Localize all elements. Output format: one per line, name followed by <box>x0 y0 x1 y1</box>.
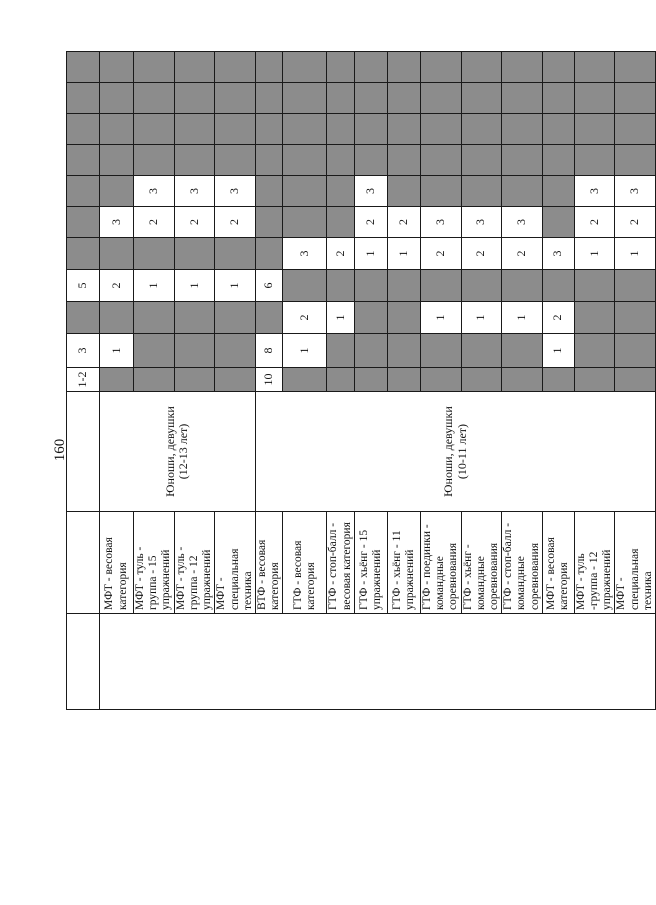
value-cell: 1 <box>327 302 354 334</box>
value-cell <box>461 114 502 145</box>
discipline-name: МФТ - специальная техника <box>615 512 656 614</box>
value-cell <box>100 238 134 270</box>
value-cell <box>255 114 282 145</box>
discipline-name: МФТ - туль -группа - 12 упражнений <box>574 512 615 614</box>
value-cell: 1 <box>174 270 215 302</box>
value-cell <box>255 176 282 207</box>
value-cell <box>255 83 282 114</box>
value-cell <box>387 83 420 114</box>
value-cell: 3 <box>615 176 656 207</box>
value-cell <box>134 52 175 83</box>
value-cell <box>387 334 420 368</box>
discipline-name: ГТФ - хьёнг - командные соревнования <box>461 512 502 614</box>
value-cell <box>255 145 282 176</box>
value-cell <box>255 207 282 238</box>
header-cell <box>67 238 100 270</box>
value-cell <box>574 52 615 83</box>
value-cell <box>420 52 461 83</box>
value-cell <box>461 176 502 207</box>
value-cell: 2 <box>174 207 215 238</box>
discipline-name: МФТ - специальная техника <box>215 512 256 614</box>
value-cell <box>283 270 327 302</box>
value-cell: 1 <box>354 238 387 270</box>
value-cell: 2 <box>134 207 175 238</box>
age-group-cell: Юноши, девушки (10-11 лет) <box>255 392 655 512</box>
value-cell <box>461 83 502 114</box>
value-cell <box>502 52 543 83</box>
value-cell <box>615 334 656 368</box>
value-cell <box>327 52 354 83</box>
value-cell <box>354 368 387 392</box>
value-cell: 1 <box>283 334 327 368</box>
value-cell <box>387 270 420 302</box>
value-cell <box>502 334 543 368</box>
value-cell: 3 <box>354 176 387 207</box>
discipline-name: МФТ - весовая категория <box>100 512 134 614</box>
header-cell <box>67 392 100 512</box>
value-cell <box>420 114 461 145</box>
value-cell <box>327 83 354 114</box>
value-cell <box>574 83 615 114</box>
value-cell <box>461 145 502 176</box>
value-cell <box>174 114 215 145</box>
value-cell: 10 <box>255 368 282 392</box>
value-cell: 3 <box>215 176 256 207</box>
value-cell <box>461 334 502 368</box>
value-cell <box>100 368 134 392</box>
header-cell <box>67 114 100 145</box>
value-cell: 2 <box>420 238 461 270</box>
age-group-cell: Юноши, девушки (12-13 лет) <box>100 392 256 512</box>
value-cell: 1 <box>420 302 461 334</box>
value-cell <box>354 270 387 302</box>
value-cell <box>542 114 574 145</box>
value-cell <box>574 302 615 334</box>
value-cell <box>420 176 461 207</box>
value-cell: 1 <box>542 334 574 368</box>
value-cell <box>100 83 134 114</box>
value-cell: 3 <box>283 238 327 270</box>
table-row <box>387 52 420 710</box>
value-cell <box>354 114 387 145</box>
value-cell <box>387 368 420 392</box>
value-cell <box>174 52 215 83</box>
value-cell: 2 <box>615 207 656 238</box>
value-cell <box>615 270 656 302</box>
value-cell: 3 <box>461 207 502 238</box>
value-cell <box>354 334 387 368</box>
value-cell <box>502 145 543 176</box>
value-cell <box>327 145 354 176</box>
value-cell <box>420 368 461 392</box>
table-row <box>574 52 615 710</box>
discipline-name: ВТФ - весовая категория <box>255 512 282 614</box>
table-row <box>327 52 354 710</box>
value-cell <box>461 368 502 392</box>
value-cell <box>574 114 615 145</box>
value-cell <box>542 83 574 114</box>
value-cell <box>461 270 502 302</box>
value-cell <box>134 334 175 368</box>
value-cell <box>574 334 615 368</box>
value-cell <box>327 270 354 302</box>
header-cell <box>67 83 100 114</box>
value-cell <box>574 145 615 176</box>
discipline-name: ГТФ - стоп-балл - командные соревнования <box>502 512 543 614</box>
table-row <box>420 52 461 710</box>
header-cell <box>67 176 100 207</box>
header-cell <box>67 207 100 238</box>
value-cell <box>100 114 134 145</box>
value-cell <box>327 176 354 207</box>
value-cell <box>574 270 615 302</box>
value-cell <box>255 52 282 83</box>
value-cell <box>615 114 656 145</box>
value-cell: 3 <box>574 176 615 207</box>
value-cell <box>615 368 656 392</box>
discipline-name: МФТ - туль - группа - 12 упражнений <box>174 512 215 614</box>
value-cell: 2 <box>283 302 327 334</box>
value-cell <box>387 52 420 83</box>
value-cell <box>283 176 327 207</box>
table-row <box>542 52 574 710</box>
value-cell: 1 <box>215 270 256 302</box>
header-cell: 3 <box>67 334 100 368</box>
value-cell <box>283 207 327 238</box>
blank-cell <box>100 614 656 710</box>
value-cell: 3 <box>542 238 574 270</box>
value-cell: 2 <box>327 238 354 270</box>
value-cell: 6 <box>255 270 282 302</box>
value-cell <box>420 270 461 302</box>
value-cell <box>100 176 134 207</box>
value-cell: 3 <box>100 207 134 238</box>
value-cell: 3 <box>502 207 543 238</box>
value-cell <box>502 270 543 302</box>
value-cell <box>574 368 615 392</box>
value-cell: 1 <box>615 238 656 270</box>
value-cell: 1 <box>502 302 543 334</box>
value-cell: 1 <box>100 334 134 368</box>
value-cell <box>327 368 354 392</box>
value-cell <box>255 302 282 334</box>
value-cell <box>542 368 574 392</box>
value-cell <box>215 145 256 176</box>
table-row <box>354 52 387 710</box>
table-row <box>461 52 502 710</box>
value-cell <box>174 334 215 368</box>
table-row <box>134 52 175 710</box>
table-row <box>283 52 327 710</box>
value-cell <box>215 302 256 334</box>
value-cell <box>283 52 327 83</box>
value-cell <box>174 238 215 270</box>
value-cell: 8 <box>255 334 282 368</box>
discipline-name: ГТФ - хьёнг - 15 упражнений <box>354 512 387 614</box>
value-cell <box>354 302 387 334</box>
table-row <box>502 52 543 710</box>
discipline-name: МФТ - туль - группа - 15 упражнений <box>134 512 175 614</box>
value-cell <box>420 145 461 176</box>
value-cell: 2 <box>574 207 615 238</box>
value-cell <box>174 145 215 176</box>
value-cell <box>134 83 175 114</box>
value-cell <box>615 302 656 334</box>
table-row <box>255 52 282 710</box>
value-cell <box>283 368 327 392</box>
value-cell <box>387 145 420 176</box>
value-cell <box>542 176 574 207</box>
value-cell <box>215 238 256 270</box>
table-row <box>215 52 256 710</box>
discipline-name: ГТФ - стоп-балл - весовая категория <box>327 512 354 614</box>
value-cell <box>420 83 461 114</box>
value-cell <box>283 114 327 145</box>
discipline-name: ГТФ - хьёнг - 11 упражнений <box>387 512 420 614</box>
value-cell: 1 <box>574 238 615 270</box>
value-cell <box>354 52 387 83</box>
results-table <box>66 51 656 710</box>
value-cell <box>542 207 574 238</box>
value-cell <box>420 334 461 368</box>
discipline-name: ГТФ - весовая категория <box>283 512 327 614</box>
value-cell <box>134 368 175 392</box>
header-cell <box>67 614 100 710</box>
value-cell <box>387 176 420 207</box>
value-cell <box>502 114 543 145</box>
value-cell <box>615 83 656 114</box>
value-cell <box>134 302 175 334</box>
value-cell <box>542 270 574 302</box>
value-cell: 3 <box>134 176 175 207</box>
value-cell: 3 <box>420 207 461 238</box>
value-cell <box>134 114 175 145</box>
value-cell <box>100 145 134 176</box>
value-cell: 2 <box>100 270 134 302</box>
value-cell <box>100 302 134 334</box>
value-cell <box>215 83 256 114</box>
value-cell <box>502 176 543 207</box>
value-cell: 2 <box>354 207 387 238</box>
rotated-table-wrapper <box>66 82 654 710</box>
value-cell <box>502 368 543 392</box>
value-cell <box>174 83 215 114</box>
value-cell: 2 <box>542 302 574 334</box>
value-cell: 2 <box>215 207 256 238</box>
value-cell <box>100 52 134 83</box>
value-cell <box>283 83 327 114</box>
header-cell <box>67 145 100 176</box>
header-row <box>67 52 100 710</box>
table-row <box>174 52 215 710</box>
value-cell <box>174 368 215 392</box>
value-cell <box>542 52 574 83</box>
value-cell: 1 <box>461 302 502 334</box>
value-cell <box>134 238 175 270</box>
value-cell <box>542 145 574 176</box>
table-row <box>615 52 656 710</box>
value-cell <box>387 114 420 145</box>
header-cell <box>67 512 100 614</box>
discipline-name: МФТ - весовая категория <box>542 512 574 614</box>
value-cell <box>215 368 256 392</box>
value-cell: 2 <box>461 238 502 270</box>
value-cell <box>215 52 256 83</box>
value-cell <box>502 83 543 114</box>
value-cell <box>327 207 354 238</box>
discipline-name: ГТФ - поединки - командные соревнования <box>420 512 461 614</box>
value-cell <box>387 302 420 334</box>
table-body <box>67 52 656 710</box>
header-cell <box>67 52 100 83</box>
value-cell <box>615 145 656 176</box>
value-cell <box>134 145 175 176</box>
value-cell: 2 <box>502 238 543 270</box>
value-cell <box>215 114 256 145</box>
value-cell <box>327 114 354 145</box>
value-cell <box>327 334 354 368</box>
header-cell <box>67 302 100 334</box>
value-cell <box>174 302 215 334</box>
value-cell <box>615 52 656 83</box>
header-cell: 1-2 <box>67 368 100 392</box>
value-cell <box>461 52 502 83</box>
value-cell <box>354 83 387 114</box>
value-cell <box>283 145 327 176</box>
value-cell: 2 <box>387 207 420 238</box>
value-cell <box>354 145 387 176</box>
page-number: 160 <box>52 438 68 462</box>
table-row <box>100 52 134 710</box>
value-cell: 3 <box>174 176 215 207</box>
value-cell: 1 <box>134 270 175 302</box>
value-cell <box>255 238 282 270</box>
value-cell: 1 <box>387 238 420 270</box>
header-cell: 5 <box>67 270 100 302</box>
value-cell <box>215 334 256 368</box>
